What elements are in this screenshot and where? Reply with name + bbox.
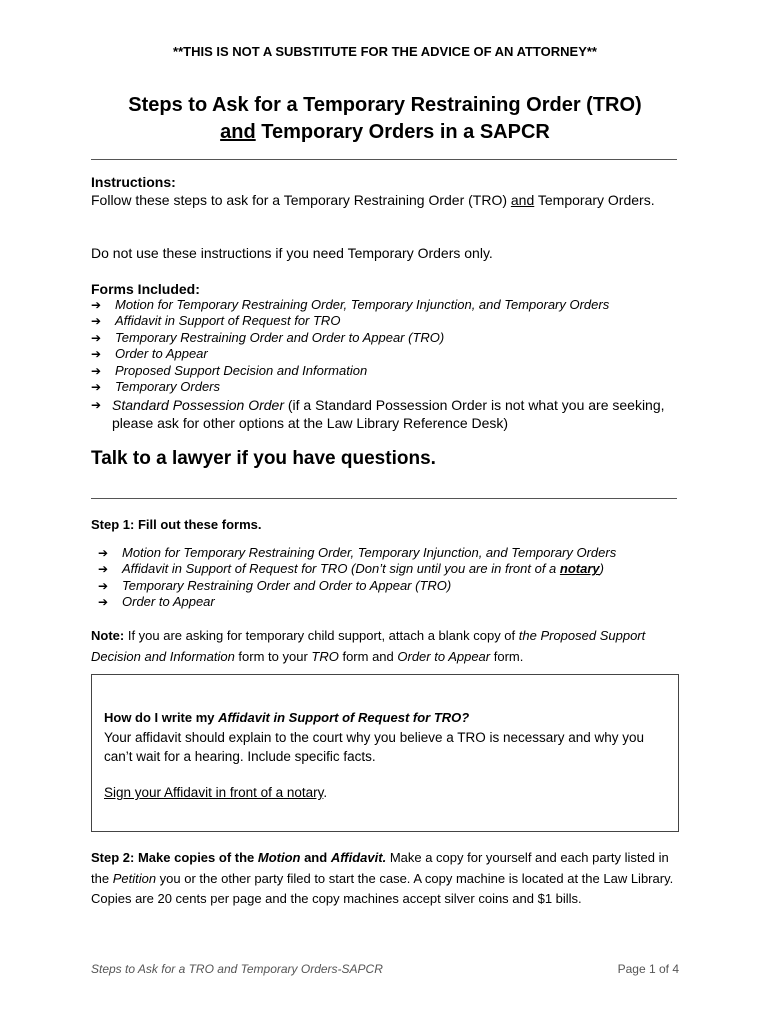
list-item-text: Temporary Restraining Order and Order to Appear (TRO) — [115, 329, 445, 345]
list-item — [91, 346, 681, 362]
note-text: TRO — [311, 649, 339, 664]
list-item — [91, 297, 681, 313]
step-2-text: Petition — [112, 870, 157, 886]
step-1-label: Step 1: Fill out these forms. — [91, 517, 262, 532]
list-item — [91, 330, 681, 346]
list-item — [98, 561, 678, 577]
affidavit-help-box — [91, 674, 679, 832]
box-question-text: How do I write my — [104, 710, 219, 725]
instructions-text-part: Follow these steps to ask for a Temporary Restraining Order (TRO) — [91, 192, 511, 208]
box-sign-text: Sign your Affidavit in front of a notary — [104, 785, 324, 800]
list-item-text: Motion for Temporary Restraining Order, Temporary Injunction, and Temporary Orders — [115, 297, 610, 312]
box-question — [104, 710, 469, 725]
note-text: form. — [490, 649, 524, 664]
page-number: Page 1 of 4 — [617, 962, 679, 976]
list-item-text: Proposed Support Decision and Information — [115, 362, 368, 378]
step-2-label: Step 2: Make copies of the — [91, 850, 258, 865]
instructions-label: Instructions: — [91, 174, 176, 190]
list-item — [91, 396, 681, 432]
step-2-paragraph — [91, 848, 683, 910]
disclaimer: **THIS IS NOT A SUBSTITUTE FOR THE ADVICE OF AN ATTORNEY** — [173, 44, 597, 59]
list-item-text: Affidavit in Support of Request for TRO — [115, 313, 341, 329]
list-item-text: Temporary Restraining Order and Order to Appear (TRO) — [122, 577, 452, 593]
instructions-text-part: Temporary Orders. — [534, 192, 655, 208]
forms-included-label: Forms Included: — [91, 281, 200, 297]
arrow-right-icon: ➔ — [91, 347, 102, 362]
list-item-text: Standard Possession Order — [112, 397, 284, 414]
forms-included-list — [91, 297, 681, 432]
list-item-text: Motion for Temporary Restraining Order, Temporary Injunction, and Temporary Orders — [122, 545, 617, 560]
talk-to-lawyer-heading: Talk to a lawyer if you have questions. — [91, 448, 436, 469]
step-2-label: Motion — [257, 850, 301, 865]
note-text: form and — [338, 649, 398, 664]
arrow-right-icon: ➔ — [91, 398, 102, 413]
title-line-1: Steps to Ask for a Temporary Restraining Order (TRO) — [128, 94, 642, 116]
box-question-text: Affidavit in Support of Request for TRO? — [218, 710, 470, 725]
arrow-right-icon: ➔ — [91, 380, 102, 395]
divider — [91, 498, 677, 499]
step-2-label: Affidavit. — [330, 850, 387, 865]
note-text: form to your — [234, 649, 312, 664]
arrow-right-icon: ➔ — [91, 298, 102, 312]
list-item — [91, 379, 681, 395]
instructions-text — [91, 190, 681, 211]
footer-title: Steps to Ask for a TRO and Temporary Orders-SAPCR — [91, 962, 383, 976]
list-item — [98, 545, 678, 561]
step-2-text: Make a copy for yourself and each party listed in the — [91, 850, 669, 886]
arrow-right-icon: ➔ — [91, 363, 102, 378]
list-item-text: ) — [599, 561, 604, 577]
instructions-note: Do not use these instructions if you need Temporary Orders only. — [91, 245, 493, 261]
list-item-text: Temporary Orders — [115, 379, 220, 395]
box-answer: Your affidavit should explain to the court why you believe a TRO is necessary and why you can’t wait for a hearing. Include specific facts. — [104, 730, 645, 764]
list-item-text: Affidavit in Support of Request for TRO (Don’t sign until you are in front of a — [122, 561, 560, 577]
instructions-and-underlined: and — [510, 192, 535, 208]
arrow-right-icon: ➔ — [91, 314, 102, 329]
page-title — [0, 92, 770, 146]
note-label: Note: — [91, 628, 125, 643]
box-sign-text: . — [323, 785, 328, 800]
arrow-right-icon: ➔ — [98, 562, 109, 577]
arrow-right-icon: ➔ — [98, 546, 109, 560]
list-item — [98, 578, 678, 594]
arrow-right-icon: ➔ — [98, 595, 109, 610]
notary-emphasis: notary — [559, 561, 600, 577]
list-item — [91, 363, 681, 379]
note-text: Order to Appear — [397, 649, 491, 664]
step-2-label: and — [300, 850, 331, 865]
step-2-text: you or the other party filed to start the case. A copy machine is located at the Law Library. Copies are 20 cents per page and the copy machines accept silver coins and $1 bills. — [91, 870, 674, 906]
note-paragraph — [91, 625, 683, 667]
list-item-text: Order to Appear — [122, 594, 215, 610]
divider — [91, 159, 677, 160]
title-line-2-rest: Temporary Orders in a SAPCR — [255, 121, 550, 143]
arrow-right-icon: ➔ — [91, 330, 102, 345]
list-item-text: Order to Appear — [115, 346, 208, 362]
note-text: If you are asking for temporary child support, attach a blank copy of — [124, 628, 519, 643]
step-1-list — [98, 545, 678, 611]
list-item-text: (if a Standard Possession Order is not what you are seeking, please ask for other options at the Law Library Reference Desk) — [112, 397, 665, 432]
arrow-right-icon: ➔ — [98, 578, 109, 593]
list-item — [98, 594, 678, 610]
note-text: the Proposed Support Decision and Information — [91, 628, 646, 664]
list-item — [91, 313, 681, 329]
box-sign-line — [104, 785, 327, 800]
title-and-underlined: and — [220, 121, 256, 143]
title-line-2 — [0, 119, 770, 146]
